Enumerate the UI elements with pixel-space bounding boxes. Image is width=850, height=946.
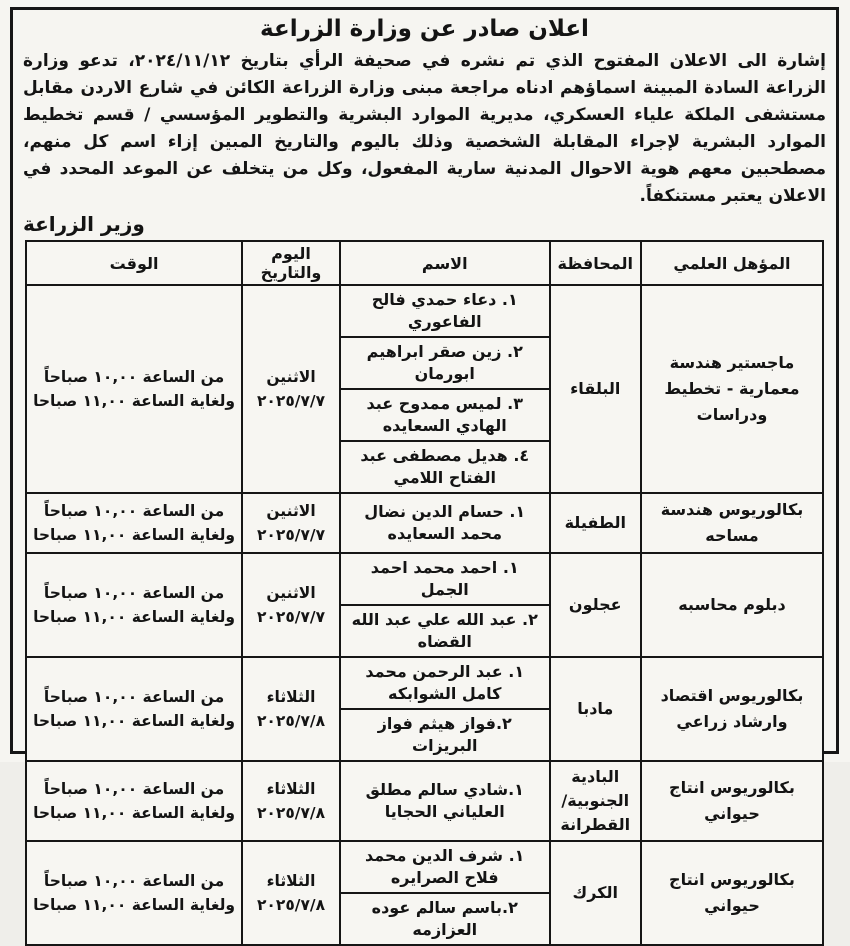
day-date-cell xyxy=(242,841,340,945)
time-cell xyxy=(26,553,242,657)
time-from-label: من الساعة ١٠,٠٠ صباحاً xyxy=(43,368,225,386)
interview-schedule-table xyxy=(25,240,824,946)
announcement-frame xyxy=(10,7,839,939)
governorate-cell: البلقاء xyxy=(550,285,641,493)
name-cell: ٢. زين صقر ابراهيم ابورمان xyxy=(340,337,550,389)
qualification-cell: دبلوم محاسبه xyxy=(641,553,823,657)
date-label: ٢٠٢٥/٧/٧ xyxy=(256,608,326,626)
time-from-label: من الساعة ١٠,٠٠ صباحاً xyxy=(43,502,225,520)
name-cell: ٢.فواز هيثم فواز البريزات xyxy=(340,709,550,761)
day-label: الثلاثاء xyxy=(266,780,316,798)
col-header-name: الاسم xyxy=(340,241,550,285)
day-label: الاثنين xyxy=(266,368,316,386)
date-label: ٢٠٢٥/٧/٨ xyxy=(256,804,326,822)
day-date-cell xyxy=(242,553,340,657)
name-cell: ١. دعاء حمدي فالح الفاعوري xyxy=(340,285,550,337)
announcement-body-text: إشارة الى الاعلان المفتوح الذي تم نشره في صحيفة الرأي بتاريخ ٢٠٢٤/١١/١٢، تدعو وزارة الزراعة السادة المبينة اسماؤهم ادناه مراجعة مبنى وزارة الزراعة الكائن في شارع الاردن مقابل مستشفى الملكة علياء العسكري، مديرية الموارد البشرية والتطوير المؤسسي / قسم تخطيط الموارد البشرية لإجراء المقابلة الشخصية وذلك باليوم والتاريخ المبين إزاء اسم كل منهم، مصطحبين معهم هوية الاحوال المدنية سارية المفعول، وكل من يتخلف عن الموعد المحدد في الاعلان يعتبر مستنكفاً. xyxy=(23,51,827,206)
day-label: الاثنين xyxy=(266,584,316,602)
day-date-cell xyxy=(242,493,340,553)
table-header-row xyxy=(26,241,823,285)
time-cell xyxy=(26,841,242,945)
time-to-label: ولغاية الساعة ١١,٠٠ صباحا xyxy=(33,608,236,626)
governorate-cell: عجلون xyxy=(550,553,641,657)
time-from-label: من الساعة ١٠,٠٠ صباحاً xyxy=(43,584,225,602)
date-label: ٢٠٢٥/٧/٨ xyxy=(256,712,326,730)
col-header-time: الوقت xyxy=(26,241,242,285)
time-to-label: ولغاية الساعة ١١,٠٠ صباحا xyxy=(33,712,236,730)
minister-signature: وزير الزراعة xyxy=(23,212,145,236)
governorate-cell: الكرك xyxy=(550,841,641,945)
name-cell: ١.شادي سالم مطلق العلياني الحجايا xyxy=(340,761,550,841)
page-title: اعلان صادر عن وزارة الزراعة xyxy=(260,16,589,42)
governorate-cell: الطفيلة xyxy=(550,493,641,553)
table-row xyxy=(26,657,823,709)
name-cell: ١. احمد محمد احمد الجمل xyxy=(340,553,550,605)
col-header-governorate: المحافظة xyxy=(550,241,641,285)
qualification-cell: ماجستير هندسة معمارية - تخطيط ودراسات xyxy=(641,285,823,493)
name-cell: ١. حسام الدين نضال محمد السعايده xyxy=(340,493,550,553)
time-cell xyxy=(26,657,242,761)
day-date-cell xyxy=(242,657,340,761)
date-label: ٢٠٢٥/٧/٨ xyxy=(256,896,326,914)
table-row xyxy=(26,285,823,337)
day-label: الاثنين xyxy=(266,502,316,520)
name-cell: ٢.باسم سالم عوده العزازمه xyxy=(340,893,550,945)
name-cell: ٢. عبد الله علي عبد الله القضاه xyxy=(340,605,550,657)
name-cell: ١. عبد الرحمن محمد كامل الشوابكه xyxy=(340,657,550,709)
table-row xyxy=(26,553,823,605)
schedule-table-body xyxy=(26,285,823,945)
day-date-cell xyxy=(242,761,340,841)
name-cell: ٤. هديل مصطفى عبد الفتاح اللامي xyxy=(340,441,550,493)
qualification-cell: بكالوريوس هندسة مساحه xyxy=(641,493,823,553)
qualification-cell: بكالوريوس انتاج حيواني xyxy=(641,841,823,945)
date-label: ٢٠٢٥/٧/٧ xyxy=(256,526,326,544)
day-date-cell xyxy=(242,285,340,493)
time-from-label: من الساعة ١٠,٠٠ صباحاً xyxy=(43,872,225,890)
date-label: ٢٠٢٥/٧/٧ xyxy=(256,392,326,410)
governorate-cell: مادبا xyxy=(550,657,641,761)
table-row xyxy=(26,841,823,893)
col-header-day-date: اليوم والتاريخ xyxy=(242,241,340,285)
day-label: الثلاثاء xyxy=(266,872,316,890)
table-row xyxy=(26,761,823,841)
time-to-label: ولغاية الساعة ١١,٠٠ صباحا xyxy=(33,392,236,410)
time-to-label: ولغاية الساعة ١١,٠٠ صباحا xyxy=(33,526,236,544)
time-cell xyxy=(26,285,242,493)
time-cell xyxy=(26,761,242,841)
time-to-label: ولغاية الساعة ١١,٠٠ صباحا xyxy=(33,804,236,822)
name-cell: ١. شرف الدين محمد فلاح الصرايره xyxy=(340,841,550,893)
qualification-cell: بكالوريوس انتاج حيواني xyxy=(641,761,823,841)
name-cell: ٣. لميس ممدوح عبد الهادي السعايده xyxy=(340,389,550,441)
table-row xyxy=(26,493,823,553)
time-from-label: من الساعة ١٠,٠٠ صباحاً xyxy=(43,688,225,706)
governorate-cell: البادية الجنوبية/ القطرانة xyxy=(550,761,641,841)
time-from-label: من الساعة ١٠,٠٠ صباحاً xyxy=(43,780,225,798)
qualification-cell: بكالوريوس اقتصاد وارشاد زراعي xyxy=(641,657,823,761)
day-label: الثلاثاء xyxy=(266,688,316,706)
time-to-label: ولغاية الساعة ١١,٠٠ صباحا xyxy=(33,896,236,914)
time-cell xyxy=(26,493,242,553)
col-header-qualification: المؤهل العلمي xyxy=(641,241,823,285)
